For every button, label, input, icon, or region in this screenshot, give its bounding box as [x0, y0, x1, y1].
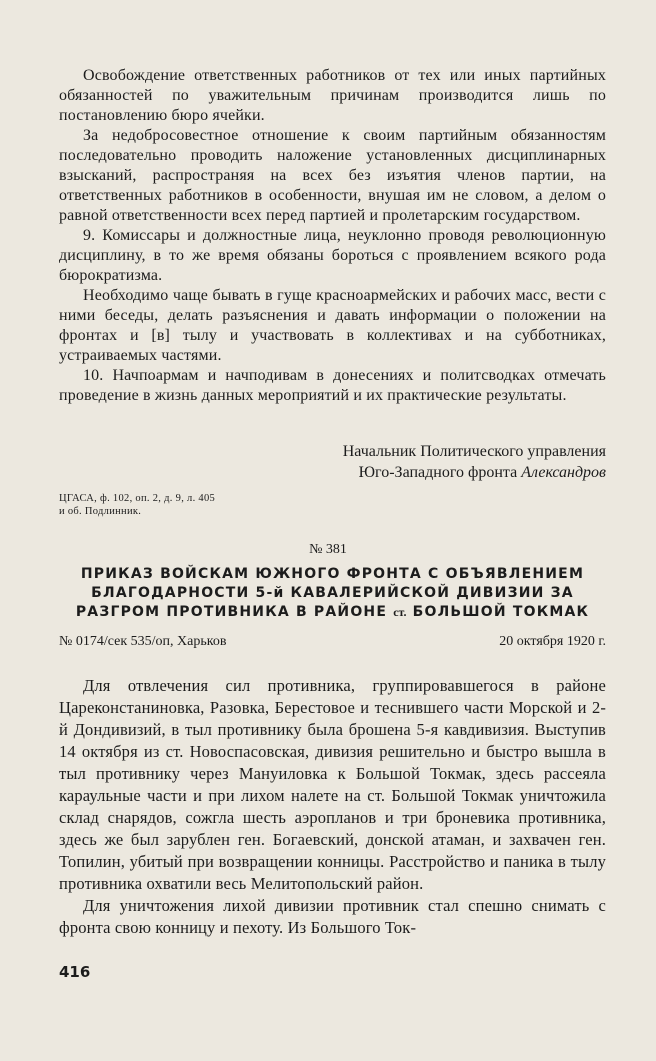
title-place: БОЛЬШОЙ ТОКМАК: [412, 604, 590, 620]
paragraph-raid: Для отвлечения сил противника, группировавшегося в районе Цареконстаниновка, Разовка, Берестовое и теснившего части Морской и 2-й Дондивизий, в тыл противнику была брошена 5-я кавдивизия. Выступив 14 октября из ст. Новоспасовская, дивизия решительно и быстро вышла в тыл противнику через Мануиловка к Большой Токмак, здесь рассеяла караульные части и при лихом налете на ст. Большой Токмак уничтожила склад снарядов, сожгла шесть аэропланов и три броневика противника, здесь же был зарублен ген. Богаевский, донской атаман, и захвачен ген. Топилин, убитый при возвращении конницы. Расстройство и паника в тылу противника охватили весь Мелитопольский район.: [59, 676, 606, 893]
signature-name: Александров: [521, 464, 606, 481]
document-number: № 381: [309, 542, 347, 557]
signature-front: Юго-Западного фронта: [358, 464, 518, 481]
signature-line-2: [343, 462, 606, 483]
document-reference-line: [59, 633, 606, 651]
paragraph-release-duties: Освобождение ответственных работников от тех или иных партийных обязанностей по уважительным причинам производится лишь по постановлению бюро ячейки.: [59, 67, 606, 124]
order-body: [59, 675, 606, 939]
paragraph-masses: Необходимо чаще бывать в гуще красноармейских и рабочих масс, вести с ними беседы, делать разъяснения и давать информации о положении на фронтах и [в] тылу и участвовать в коллективах и на субботниках, устраиваемых частями.: [59, 287, 606, 364]
continuation-text: [59, 66, 606, 406]
signature-block: [343, 441, 606, 483]
archive-line-2: и об. Подлинник.: [59, 506, 142, 517]
paragraph-item-9: 9. Комиссары и должностные лица, неуклонно проводя революционную дисциплину, в то же время обязаны бороться с проявлением всякого рода бюрократизма.: [59, 227, 606, 284]
archive-line-1: ЦГАСА, ф. 102, оп. 2, д. 9, л. 405: [59, 493, 216, 504]
title-main: ПРИКАЗ ВОЙСКАМ ЮЖНОГО ФРОНТА С ОБЪЯВЛЕНИЕМ БЛАГОДАРНОСТИ 5-й КАВАЛЕРИЙСКОЙ ДИВИЗИИ ЗА РАЗГРОМ ПРОТИВНИКА В РАЙОНЕ: [75, 566, 585, 620]
document-date: 20 октября 1920 г.: [499, 634, 606, 649]
paragraph-counteraction: Для уничтожения лихой дивизии противник стал спешно снимать с фронта свою конницу и пехоту. Из Большого Ток-: [59, 896, 606, 937]
page-number: 416: [59, 963, 91, 981]
paragraph-item-10: 10. Начпоармам и начподивам в донесениях и политсводках отмечать проведение в жизнь данных мероприятий и их практические результаты.: [59, 367, 606, 404]
title-station-abbrev: ст.: [393, 605, 407, 619]
document-ref-number: № 0174/сек 535/оп, Харьков: [59, 634, 227, 649]
archive-reference: [59, 492, 215, 518]
paragraph-discipline-penalties: За недобросовестное отношение к своим партийным обязанностям последовательно проводить наложение установленных дисциплинарных взысканий, распространяя на всех без изъятия членов партии, на ответственных работников в особенности, внушая им не словом, а делом о равной ответственности всех перед партией и пролетарским государством.: [59, 127, 606, 224]
document-title: [59, 565, 606, 622]
signature-title: Начальник Политического управления: [342, 443, 606, 460]
